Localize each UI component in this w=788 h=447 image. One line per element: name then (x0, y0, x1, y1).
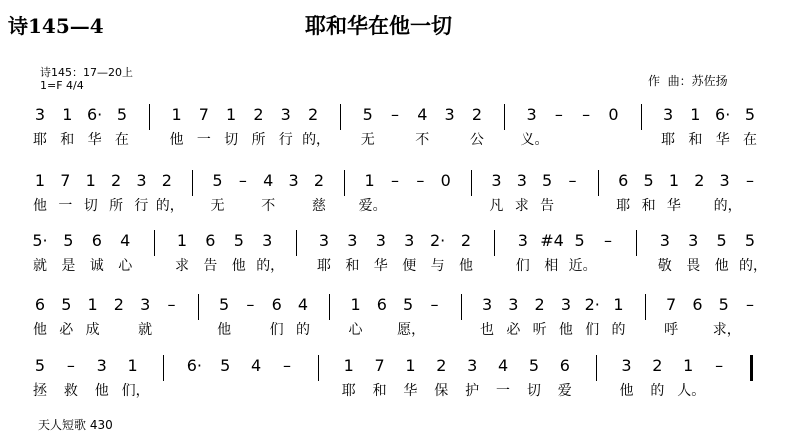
lyric-syllable: 和 (641, 198, 656, 214)
note: 5 (574, 231, 585, 250)
note: – (282, 356, 291, 375)
lyric-syllable: 必 (506, 322, 521, 338)
note: 7 (198, 105, 209, 124)
lyric-syllable: 愿， (397, 322, 426, 338)
note: 3 (481, 295, 493, 314)
lyric-syllable: 华 (403, 383, 418, 399)
note: – (391, 105, 399, 124)
lyric-syllable: 耶 (341, 383, 356, 399)
note: 1 (171, 105, 182, 124)
lyric-syllable: 呼 (664, 322, 679, 338)
note: – (391, 171, 399, 190)
note: – (582, 105, 591, 124)
lyric-syllable: 和 (688, 132, 703, 148)
lyric-syllable: 行 (134, 198, 149, 214)
note: 2 (460, 231, 472, 250)
note: – (715, 356, 724, 375)
lyric-syllable: 拯 (33, 383, 47, 399)
lyric-syllable: 的 (295, 322, 310, 338)
note: 1 (690, 105, 701, 124)
note: 3 (34, 105, 46, 124)
lyric-syllable: 和 (60, 132, 75, 148)
note: 4 (263, 171, 274, 190)
composer-credit: 作 曲：苏佐扬 (648, 74, 728, 88)
lyric-syllable: 无 (360, 132, 375, 148)
note: 5 (643, 171, 654, 190)
note: 2 (161, 171, 172, 190)
page-title: 耶和华在他一切 (305, 14, 452, 38)
score-line (0, 357, 788, 417)
lyric-syllable: 告 (203, 258, 218, 274)
note: – (416, 171, 425, 190)
note: – (746, 171, 754, 190)
note: 2· (429, 231, 446, 250)
barline (149, 104, 150, 130)
note: 2 (436, 356, 447, 375)
scripture-reference: 诗145：17—20上 (40, 66, 133, 79)
barline (596, 355, 597, 381)
lyric-syllable: 爱 (557, 383, 572, 399)
lyric-syllable: 必 (59, 322, 74, 338)
lyric-syllable: 心 (348, 322, 363, 338)
note: 3 (347, 231, 358, 250)
note: 1 (85, 171, 96, 190)
note: 3 (318, 231, 330, 250)
note: – (66, 356, 75, 375)
lyric-syllable: 的， (302, 132, 331, 148)
note: 5 (744, 105, 756, 124)
lyric-syllable: 一 (196, 132, 211, 148)
note: 7 (60, 171, 71, 190)
note: 1 (127, 356, 138, 375)
lyric-syllable: 们 (515, 258, 530, 274)
note: 3 (375, 231, 386, 250)
note: 0 (440, 171, 451, 190)
note: 5 (61, 295, 72, 314)
final-barline (750, 355, 753, 381)
lyric-syllable: 不 (415, 132, 430, 148)
lyric-syllable: 凡 (489, 198, 504, 214)
lyric-syllable: 的， (713, 198, 742, 214)
note: 4 (250, 356, 262, 375)
lyric-syllable: 是 (61, 258, 76, 274)
lyric-syllable: 们， (121, 383, 150, 399)
note: 3 (136, 171, 147, 190)
lyric-syllable: 华 (666, 198, 681, 214)
lyric-syllable: 华 (715, 132, 730, 148)
note: 3 (467, 356, 478, 375)
note: 5 (212, 171, 223, 190)
note: 1 (87, 295, 98, 314)
note: 3 (444, 105, 455, 124)
barline (471, 170, 472, 196)
note: 6 (692, 295, 703, 314)
note: 3 (659, 231, 670, 250)
lyric-syllable: 他 (33, 322, 47, 338)
note: 3 (560, 295, 572, 314)
lyric-syllable: 求 (514, 198, 529, 214)
lyric-syllable: 他 (217, 322, 232, 338)
lyric-syllable: 所 (109, 198, 124, 214)
note: 1 (343, 356, 354, 375)
note: 5· (32, 231, 48, 250)
note: 4 (120, 231, 131, 250)
note: 4 (297, 295, 309, 314)
lyric-syllable: 义。 (520, 132, 549, 148)
lyric-syllable: 一 (58, 198, 73, 214)
note: 2 (534, 295, 545, 314)
barline (318, 355, 319, 381)
lyric-syllable: 求， (712, 322, 741, 338)
lyric-syllable: 他 (33, 198, 47, 214)
note: 2 (253, 105, 264, 124)
lyric-syllable: 相 (544, 258, 559, 274)
lyric-syllable: 耶 (661, 132, 676, 148)
note: – (568, 171, 577, 190)
note: 4 (497, 356, 509, 375)
note: 1 (364, 171, 375, 190)
note: 3 (262, 231, 273, 250)
lyric-syllable: 切 (526, 383, 541, 399)
lyric-syllable: 告 (540, 198, 555, 214)
note: 6· (186, 356, 202, 375)
note: 1 (683, 356, 694, 375)
barline (192, 170, 193, 196)
note: 6 (205, 231, 216, 250)
note: 1 (668, 171, 680, 190)
note: 2 (113, 295, 124, 314)
note: 1 (226, 105, 237, 124)
score-line (0, 296, 788, 356)
lyric-syllable: 求 (175, 258, 189, 274)
lyric-syllable: 便 (402, 258, 417, 274)
lyric-syllable: 的， (739, 258, 767, 274)
note: 3 (508, 295, 519, 314)
lyric-syllable: 耶 (33, 132, 47, 148)
note: 1 (62, 105, 73, 124)
lyric-syllable: 畏 (686, 258, 701, 274)
note: 3 (688, 231, 699, 250)
score-line (0, 172, 788, 232)
lyric-syllable: 们 (269, 322, 284, 338)
note: 1 (350, 295, 361, 314)
lyric-syllable: 也 (480, 322, 495, 338)
barline (163, 355, 164, 381)
barline (504, 104, 505, 130)
lyric-syllable: 和 (372, 383, 387, 399)
note: 2 (110, 171, 122, 190)
barline (154, 230, 155, 256)
lyric-syllable: 他 (714, 258, 729, 274)
lyric-syllable: 听 (532, 322, 547, 338)
barline (636, 230, 637, 256)
note: 5 (116, 105, 128, 124)
note: #4 (540, 231, 564, 250)
lyric-syllable: 就 (138, 322, 153, 338)
note: – (554, 105, 563, 124)
score-line (0, 232, 788, 292)
lyric-syllable: 华 (373, 258, 388, 274)
lyric-syllable: 耶 (317, 258, 331, 274)
note: 1 (34, 171, 46, 190)
lyric-syllable: 不 (261, 198, 276, 214)
note: 2 (313, 171, 325, 190)
lyric-syllable: 在 (114, 132, 129, 148)
barline (198, 294, 199, 320)
note: – (167, 295, 176, 314)
barline (344, 170, 345, 196)
note: – (604, 231, 612, 250)
lyric-syllable: 他 (459, 258, 473, 274)
lyric-syllable: 行 (278, 132, 293, 148)
lyric-syllable: 的， (155, 198, 184, 214)
lyric-syllable: 耶 (616, 198, 631, 214)
note: 5 (233, 231, 244, 250)
lyric-syllable: 们 (585, 322, 600, 338)
note: 5 (403, 295, 414, 314)
note: 2 (307, 105, 319, 124)
note: 3 (517, 231, 528, 250)
lyric-syllable: 近。 (568, 258, 597, 274)
note: – (246, 295, 255, 314)
lyric-syllable: 心 (118, 258, 133, 274)
lyric-syllable: 护 (465, 383, 480, 399)
note: 6 (271, 295, 282, 314)
note: 1 (613, 295, 624, 314)
barline (461, 294, 462, 320)
note: 6 (34, 295, 46, 314)
lyric-syllable: 人。 (677, 383, 706, 399)
note: 5 (218, 295, 230, 314)
lyric-syllable: 爱。 (358, 198, 387, 214)
barline (340, 104, 341, 130)
barline (641, 104, 642, 130)
lyric-syllable: 华 (87, 132, 102, 148)
lyric-syllable: 他 (558, 322, 573, 338)
lyric-syllable: 成 (85, 322, 100, 338)
lyric-syllable: 诚 (89, 258, 104, 274)
note: 6 (559, 356, 570, 375)
source-footer: 天人短歌 430 (38, 418, 113, 432)
lyric-syllable: 所 (251, 132, 266, 148)
note: 6 (376, 295, 387, 314)
barline (296, 230, 297, 256)
barline (329, 294, 330, 320)
lyric-syllable: 与 (430, 258, 445, 274)
lyric-syllable: 敬 (657, 258, 672, 274)
note: 5 (542, 171, 553, 190)
lyric-syllable: 他 (619, 383, 634, 399)
note: 3 (404, 231, 415, 250)
note: 3 (96, 356, 107, 375)
lyric-syllable: 保 (434, 383, 449, 399)
note: 2 (694, 171, 705, 190)
note: 5 (528, 356, 539, 375)
lyric-syllable: 救 (63, 383, 78, 399)
note: 0 (608, 105, 619, 124)
lyric-syllable: 他 (231, 258, 246, 274)
lyric-syllable: 无 (210, 198, 225, 214)
lyric-syllable: 公 (469, 132, 484, 148)
lyric-syllable: 的 (650, 383, 665, 399)
note: 3 (719, 171, 730, 190)
note: 7 (666, 295, 677, 314)
note: 5 (744, 231, 756, 250)
lyric-syllable: 他 (169, 132, 184, 148)
note: – (746, 295, 754, 314)
note: 4 (417, 105, 428, 124)
lyric-syllable: 一 (496, 383, 511, 399)
note: 5 (220, 356, 231, 375)
note: 2 (471, 105, 483, 124)
lyric-syllable: 他 (94, 383, 109, 399)
score-line (0, 106, 788, 166)
note: 3 (516, 171, 527, 190)
note: 2· (584, 295, 600, 314)
lyric-syllable: 在 (743, 132, 757, 148)
note: 2 (652, 356, 663, 375)
note: 3 (140, 295, 151, 314)
note: – (238, 171, 247, 190)
barline (494, 230, 495, 256)
note: 1 (176, 231, 188, 250)
lyric-syllable: 就 (33, 258, 47, 274)
note: 5 (63, 231, 74, 250)
note: – (430, 295, 439, 314)
lyric-syllable: 的 (611, 322, 626, 338)
note: 5 (718, 295, 729, 314)
barline (598, 170, 599, 196)
note: 6 (91, 231, 102, 250)
note: 3 (491, 171, 502, 190)
note: 5 (34, 356, 46, 375)
lyric-syllable: 慈 (311, 198, 326, 214)
note: 6· (715, 105, 731, 124)
note: 3 (662, 105, 674, 124)
lyric-syllable: 的， (256, 258, 285, 274)
hymn-code: 诗145—4 (8, 14, 104, 38)
note: 1 (405, 356, 416, 375)
note: 3 (621, 356, 632, 375)
barline (645, 294, 646, 320)
note: 7 (374, 356, 385, 375)
lyric-syllable: 切 (83, 198, 98, 214)
note: 3 (526, 105, 537, 124)
key-signature: 1=F 4/4 (40, 79, 84, 92)
note: 3 (288, 171, 299, 190)
note: 3 (280, 105, 291, 124)
note: 5 (362, 105, 373, 124)
note: 6· (86, 105, 103, 124)
note: 5 (716, 231, 727, 250)
lyric-syllable: 切 (224, 132, 239, 148)
note: 6 (618, 171, 629, 190)
lyric-syllable: 和 (345, 258, 360, 274)
